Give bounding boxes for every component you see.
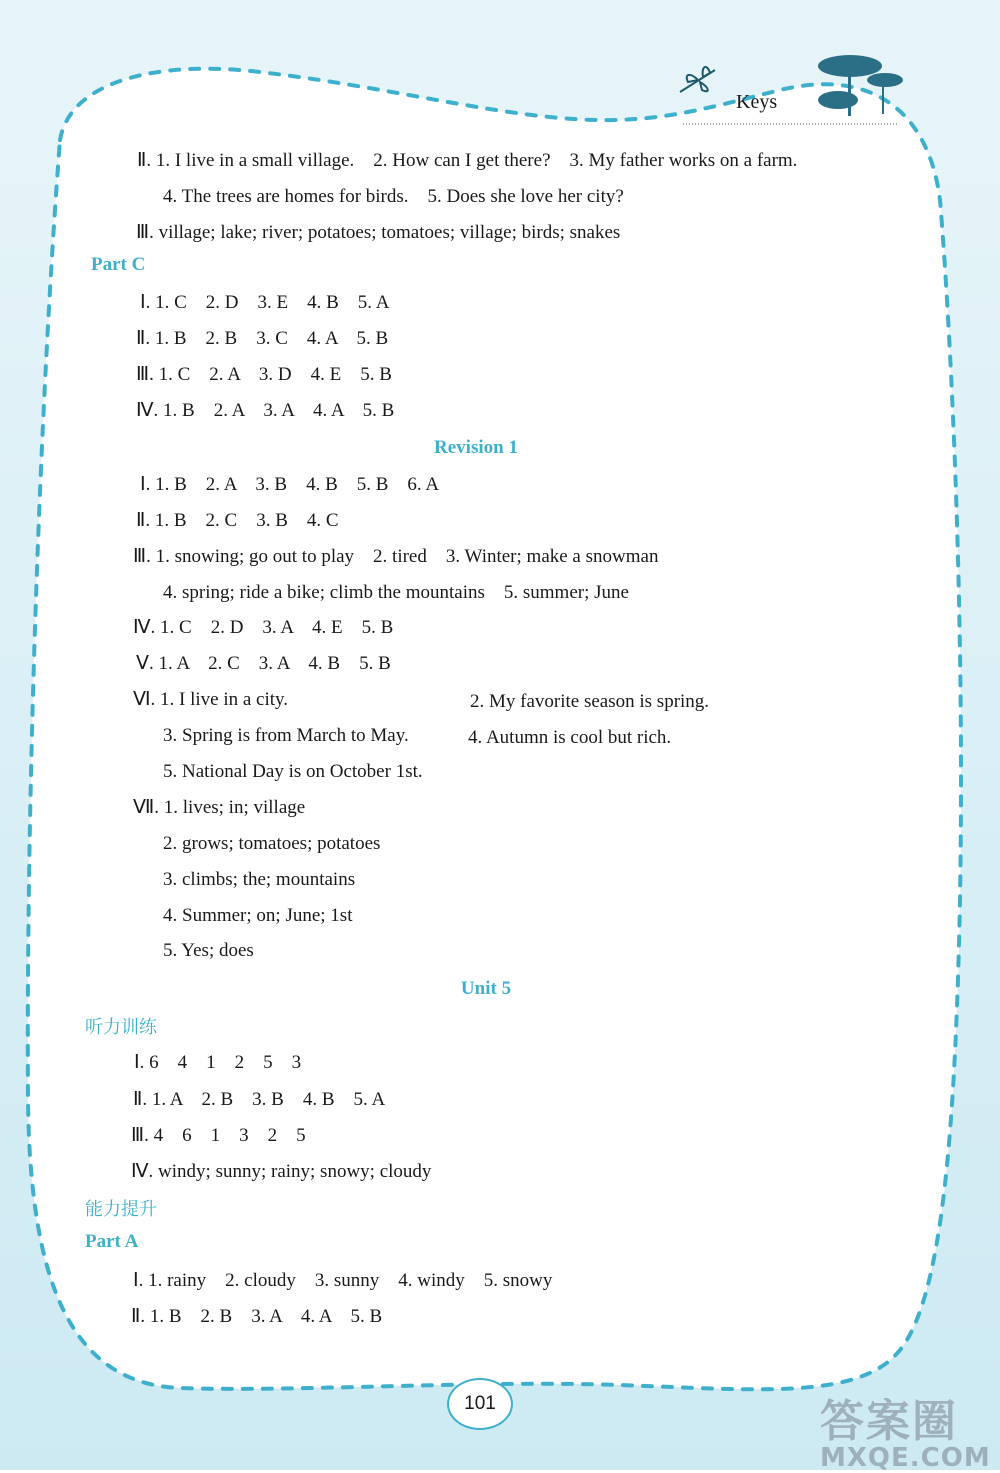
- answer-line: Ⅱ. 1. A 2. B 3. B 4. B 5. A: [133, 1089, 386, 1110]
- answer-line: Ⅰ. 1. C 2. D 3. E 4. B 5. A: [140, 292, 390, 313]
- answer-line: 4. spring; ride a bike; climb the mountains 5. summer; June: [163, 582, 629, 603]
- answer-line: Ⅳ. windy; sunny; rainy; snowy; cloudy: [131, 1161, 432, 1182]
- section-heading-part-c: Part C: [91, 254, 146, 275]
- answer-line: Ⅰ. 1. rainy 2. cloudy 3. sunny 4. windy 5. snowy: [133, 1270, 553, 1291]
- answer-line: Ⅱ. 1. B 2. B 3. C 4. A 5. B: [136, 328, 389, 349]
- answer-line: Ⅲ. 1. snowing; go out to play 2. tired 3. Winter; make a snowman: [133, 546, 659, 567]
- answer-line: Ⅳ. 1. B 2. A 3. A 4. A 5. B: [136, 400, 395, 421]
- answer-line: 2. My favorite season is spring.: [470, 691, 710, 712]
- page-number: 101: [447, 1378, 513, 1430]
- answer-line: Ⅰ. 1. B 2. A 3. B 4. B 5. B 6. A: [140, 474, 440, 495]
- answer-line: Ⅶ. 1. lives; in; village: [133, 797, 306, 818]
- answer-line: Ⅵ. 1. I live in a city.: [133, 689, 289, 710]
- answer-line: 4. The trees are homes for birds. 5. Does she love her city?: [163, 186, 624, 207]
- answer-line: 3. Spring is from March to May.: [163, 725, 409, 746]
- answer-line: 4. Summer; on; June; 1st: [163, 905, 353, 926]
- answer-line: Ⅴ. 1. A 2. C 3. A 4. B 5. B: [136, 653, 391, 674]
- answer-line: Ⅱ. 1. I live in a small village. 2. How can I get there? 3. My father works on a farm.: [137, 150, 798, 171]
- section-heading-ability: 能力提升: [85, 1199, 157, 1220]
- watermark-url: MXQE.COM: [820, 1443, 991, 1473]
- watermark-text: 答案圈: [820, 1396, 958, 1447]
- answer-line: 3. climbs; the; mountains: [163, 869, 356, 890]
- header-title: Keys: [736, 91, 778, 113]
- answer-line: Ⅲ. village; lake; river; potatoes; tomatoes; village; birds; snakes: [136, 222, 621, 243]
- answer-line: Ⅱ. 1. B 2. C 3. B 4. C: [136, 510, 339, 531]
- answer-line: Ⅲ. 1. C 2. A 3. D 4. E 5. B: [136, 364, 392, 385]
- answer-line: Ⅰ. 6 4 1 2 5 3: [134, 1052, 302, 1073]
- answer-line: 4. Autumn is cool but rich.: [468, 727, 672, 748]
- answer-line: 5. National Day is on October 1st.: [163, 761, 423, 782]
- answer-line: Ⅳ. 1. C 2. D 3. A 4. E 5. B: [133, 617, 394, 638]
- section-heading-listening: 听力训练: [85, 1017, 157, 1038]
- watermark-logo: [820, 1385, 991, 1473]
- answer-line: 5. Yes; does: [163, 940, 254, 961]
- section-heading-part-a: Part A: [85, 1231, 139, 1252]
- answer-line: Ⅱ. 1. B 2. B 3. A 4. A 5. B: [131, 1306, 383, 1327]
- answer-line: Ⅲ. 4 6 1 3 2 5: [131, 1125, 306, 1146]
- answer-line: 2. grows; tomatoes; potatoes: [163, 833, 381, 854]
- section-heading-unit5: Unit 5: [460, 978, 512, 999]
- section-heading-revision: Revision 1: [434, 437, 518, 458]
